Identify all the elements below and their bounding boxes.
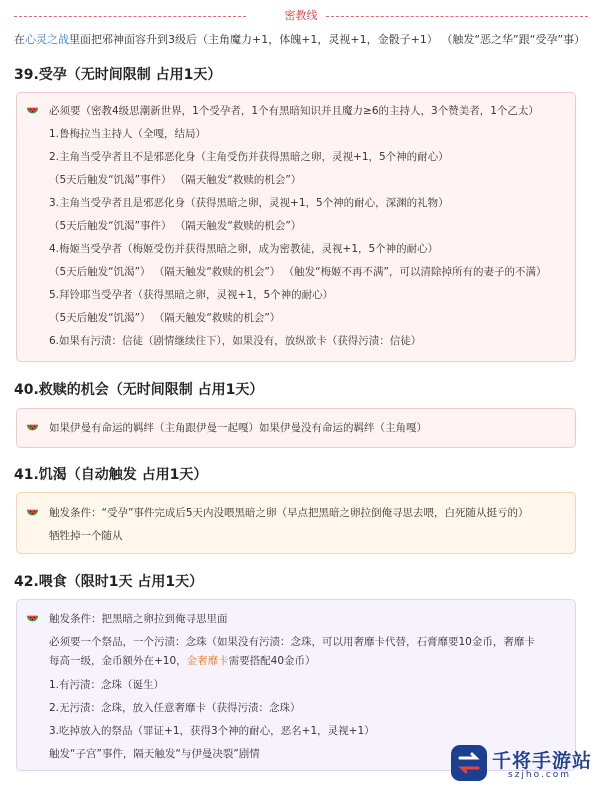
link-xinling-zhizhan[interactable]: 心灵之战 (25, 33, 69, 46)
site-logo (448, 742, 600, 786)
section-42-line: 必须要一个祭品，一个污渍：念珠（如果没有污渍：念珠，可以用奢靡卡代替，石膏靡要10金币，奢靡卡 (49, 636, 535, 648)
section-heading-41: 41.饥渴（自动触发 占用1天） (14, 467, 208, 483)
section-41-line: 牺牲掉一个随从 (49, 530, 123, 542)
section-heading-39: 39.受孕（无时间限制 占用1天） (14, 67, 222, 83)
section-42-line: 触发条件：把黑暗之卵拉到俺寻思里面 (49, 613, 228, 625)
section-39-line: 1.鲁梅拉当主持人（全嘎，结局） (49, 128, 207, 140)
section-39-line: 4.梅姬当受孕者（梅姬受伤并获得黑暗之卵，成为密教徒，灵视+1，5个神的耐心） (49, 243, 439, 255)
section-40-line: 如果伊曼有命运的羁绊（主角跟伊曼一起嘎）如果伊曼没有命运的羁绊（主角嘎） (49, 422, 427, 434)
watermelon-icon (26, 613, 39, 626)
intro-suffix: 里面把邪神面容升到3级后（主角魔力+1，体魄+1，灵视+1，金骰子+1） （触发“恶之华”跟“受孕”事） (69, 33, 586, 46)
section-39-line: 3.主角当受孕者且是邪恶化身（获得黑暗之卵，灵视+1，5个神的耐心，深渊的礼物） (49, 197, 449, 209)
watermelon-icon (26, 507, 39, 520)
section-39-line: 2.主角当受孕者且不是邪恶化身（主角受伤并获得黑暗之卵，灵视+1，5个神的耐心） (49, 151, 449, 163)
section-39-line: （5天后触发“饥渴”事件） （隔天触发“救赎的机会”） (49, 220, 302, 232)
intro-paragraph (14, 32, 594, 48)
section-box-39 (16, 92, 576, 362)
link-gold-luxury-card[interactable]: 金奢靡卡 (186, 655, 229, 667)
logo-url: szjho.com (508, 770, 572, 780)
section-heading-40: 40.救赎的机会（无时间限制 占用1天） (14, 382, 264, 398)
watermelon-icon (26, 422, 39, 435)
section-42-highlight-suffix: 需要搭配40金币） (228, 655, 316, 667)
intro-prefix: 在 (14, 33, 25, 46)
section-42-line: 1.有污渍：念珠（诞生） (49, 679, 165, 691)
logo-name: 千将手游站 (492, 750, 593, 772)
section-42-line: 每高一级，金币额外在+10， (49, 655, 187, 667)
section-39-line: （5天后触发“饥渴”） （隔天触发“救赎的机会”） （触发“梅姬不再不满”，可以清除掉所有的妻子的不满） (49, 266, 547, 278)
section-41-line: 触发条件：“受孕”事件完成后5天内没喂黑暗之卵（早点把黑暗之卵拉倒俺寻思去喂，白死随从挺亏的） (49, 507, 529, 519)
section-heading-42: 42.喂食（限时1天 占用1天） (14, 574, 204, 590)
section-42-line: 2.无污渍：念珠，放入任意奢靡卡（获得污渍：念珠） (49, 702, 301, 714)
divider-line-right (326, 16, 588, 17)
section-42-line: 3.吃掉放入的祭品（罪证+1，获得3个神的耐心，恶名+1，灵视+1） (49, 725, 375, 737)
section-42-line-wrap (49, 653, 316, 669)
section-39-line: （5天后触发“饥渴”） （隔天触发“救赎的机会”） (49, 312, 281, 324)
section-39-line: 必须要（密教4级思潮新世界，1个受孕者，1个有黑暗知识并且魔力≥6的主持人，3个赞美者，1个乙太） (49, 105, 539, 117)
section-divider (14, 8, 588, 24)
section-39-line: 5.拜铃耶当受孕者（获得黑暗之卵，灵视+1，5个神的耐心） (49, 289, 334, 301)
section-42-line: 触发“子宫”事件，隔天触发“与伊曼决裂”剧情 (49, 748, 260, 760)
section-box-41 (16, 492, 576, 554)
section-39-line: 6.如果有污渍：信徒（剧情继续往下），如果没有，放纵欲卡（获得污渍：信徒） (49, 335, 422, 347)
section-39-line: （5天后触发“饥渴”事件） （隔天触发“救赎的机会”） (49, 174, 302, 186)
watermelon-icon (26, 105, 39, 118)
logo-mark-icon (450, 744, 488, 782)
divider-title: 密教线 (284, 9, 318, 22)
section-box-40 (16, 408, 576, 448)
